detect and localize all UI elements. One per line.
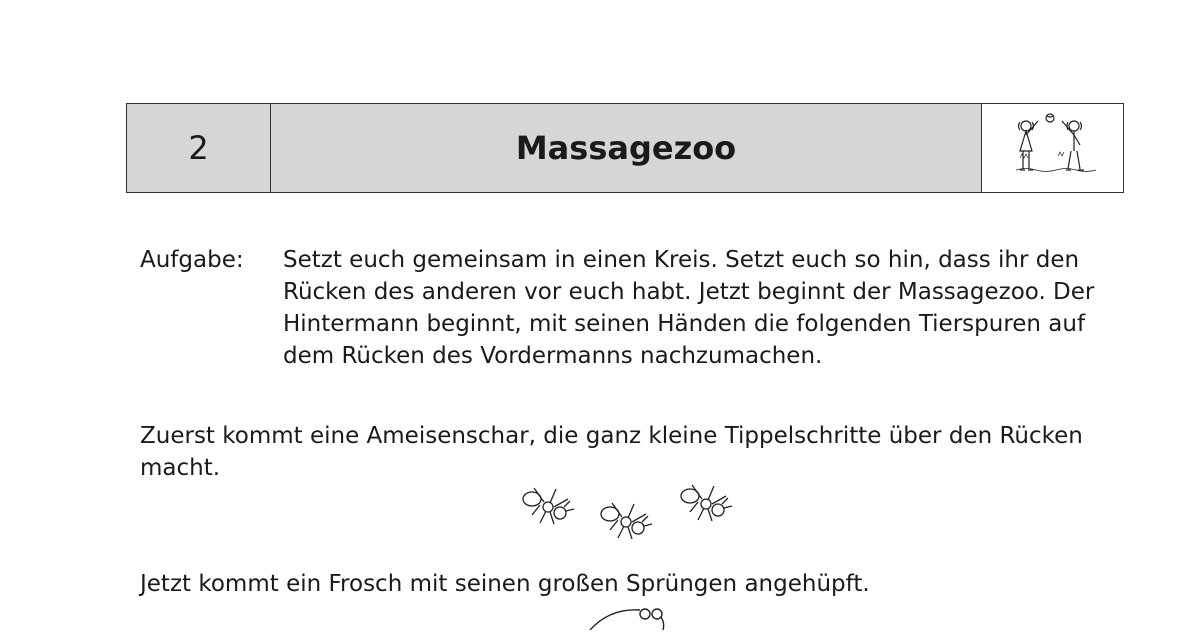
worksheet-header xyxy=(126,103,1124,193)
ants-icon xyxy=(510,480,750,559)
children-playing-ball-icon xyxy=(982,104,1123,192)
task-text: Setzt euch gemeinsam in einen Kreis. Setzt euch so hin, dass ihr den Rücken des anderen vor euch habt. Jetzt beginnt der Massagezoo. Der Hintermann beginnt, mit seinen Händen die folgenden Tierspuren auf dem Rücken des Vordermanns nachzumachen. xyxy=(283,247,1095,369)
task-label: Aufgabe: xyxy=(140,247,244,273)
step-ants-text: Zuerst kommt eine Ameisenschar, die ganz kleine Tippelschritte über den Rücken macht. xyxy=(140,423,1083,481)
worksheet-title: Massagezoo xyxy=(271,104,982,192)
step-frog-text: Jetzt kommt ein Frosch mit seinen großen Sprüngen angehüpft. xyxy=(140,571,870,597)
worksheet-number: 2 xyxy=(127,104,271,192)
frog-icon xyxy=(585,600,675,634)
